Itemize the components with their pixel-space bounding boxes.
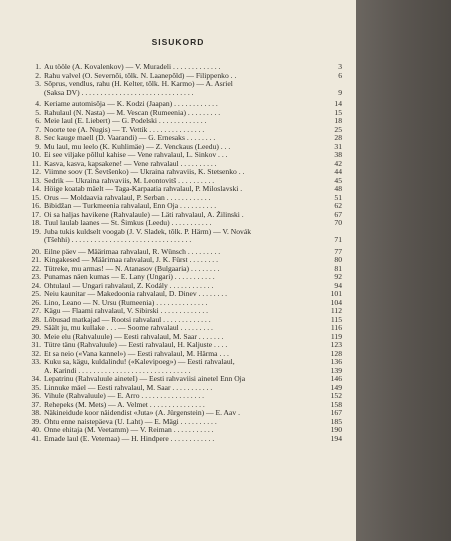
book-spine-shadow — [356, 0, 451, 541]
toc-entry-page: 94 — [334, 280, 342, 290]
toc-entry-title: Kuku sa, kägu, kuldalindu! («Kalevipoeg») — Eesti rahvalaul, — [44, 358, 235, 366]
toc-entry-number: 38. — [31, 408, 41, 417]
toc-entry — [30, 63, 342, 72]
toc-entry-page: 146 — [330, 374, 342, 383]
toc-entry-page: 31 — [334, 141, 342, 151]
toc-entry — [30, 265, 342, 274]
toc-entry-number: 15. — [31, 192, 41, 202]
toc-entry — [30, 256, 342, 265]
toc-entry-continuation — [30, 367, 342, 376]
toc-entry-page: 119 — [330, 331, 342, 341]
toc-entry-page: 25 — [334, 124, 342, 134]
toc-entry-number: 40. — [31, 425, 41, 434]
toc-entry-page: 51 — [334, 192, 342, 202]
toc-entry-number: 6. — [35, 116, 41, 125]
toc-entry-title: Viimne soov (T. Ševtšenko) — Ukraina rahvaviis, K. Stetsenko . . — [44, 168, 245, 176]
toc-entry-page: 15 — [334, 107, 342, 117]
toc-entry-page: 92 — [334, 272, 342, 281]
toc-entry-page: 128 — [330, 348, 342, 358]
toc-entry — [30, 109, 342, 118]
toc-continuation-text: (Saksa DV) . . . . . . . . . . . . . . . . . . . . . . . . . . . . . . — [44, 88, 194, 97]
toc-entry-page: 62 — [334, 201, 342, 210]
toc-entry — [30, 143, 342, 152]
toc-entry-title: Sedrik — Ukraina rahvaviis, M. Leontovitš . . . . . . . . . . — [44, 176, 215, 185]
toc-entry-page: 152 — [330, 391, 342, 400]
toc-entry — [30, 409, 342, 418]
toc-entry-continuation — [30, 89, 342, 98]
toc-entry-number: 28. — [31, 314, 41, 324]
toc-entry-number: 39. — [31, 416, 41, 426]
toc-entry-page: 9 — [338, 87, 342, 97]
toc-entry — [30, 324, 342, 333]
toc-entry-page: 185 — [330, 416, 342, 426]
toc-entry-title: Mu laul, mu leelo (K. Kuhlimäe) — Z. Venckaus (Leedu) . . . — [44, 142, 231, 151]
toc-entry-number: 10. — [31, 150, 41, 159]
toc-entry-number: 8. — [35, 133, 41, 142]
toc-entry-page: 48 — [334, 184, 342, 193]
toc-entry — [30, 185, 342, 194]
toc-entry — [30, 435, 342, 444]
toc-entry-page: 38 — [334, 150, 342, 159]
toc-entry — [30, 341, 342, 350]
toc-entry — [30, 418, 342, 427]
toc-entry-page: 3 — [338, 62, 342, 71]
toc-entry-title: Au tööle (A. Kovalenkov) — V. Muradeli . . . . . . . . . . . . . — [44, 63, 221, 71]
toc-entry-number: 37. — [31, 399, 41, 409]
toc-entry-page: 194 — [330, 433, 342, 443]
toc-entry — [30, 228, 342, 237]
toc-entry-title: Rahulaul (N. Nasta) — M. Vescan (Rumeenia) . . . . . . . . . — [44, 108, 221, 117]
toc-entry — [30, 117, 342, 126]
toc-entry-page: 136 — [330, 357, 342, 366]
toc-entry-title: Emade laul (E. Vetemaa) — H. Hindpere . . . . . . . . . . . . — [44, 434, 215, 443]
toc-entry-number: 36. — [31, 391, 41, 400]
toc-entry-title: Rehepeks (M. Mets) — A. Velmet . . . . . . . . . . . . . . . — [44, 400, 205, 409]
toc-entry — [30, 401, 342, 410]
toc-entry-number: 33. — [31, 357, 41, 366]
toc-entry-number: 35. — [31, 382, 41, 392]
toc-entry-number: 9. — [35, 141, 41, 151]
toc-entry-title: Lepatrinu (Rahvaluule aineteI) — Eesti rahvaviisi ainetel Enn Oja — [44, 375, 246, 383]
toc-entry — [30, 392, 342, 401]
toc-entry-title: Punamas näen kumas — E. Lany (Ungari) . . . . . . . . . . . — [44, 273, 215, 281]
toc-entry-number: 30. — [31, 331, 41, 341]
toc-entry — [30, 211, 342, 220]
toc-entry-page: 70 — [334, 218, 342, 227]
toc-entry-number: 32. — [31, 348, 41, 358]
toc-entry-title: Onne ehitaja (M. Veetamm) — V. Reiman . . . . . . . . . . . — [44, 426, 214, 434]
toc-entry-page: 77 — [334, 246, 342, 256]
toc-entry-title: Meie laul (E. Liebert) — G. Podelski . . . . . . . . . . . . . — [44, 117, 207, 125]
toc-entry-title: Rahu valvel (O. Severnõi, tõlk. N. Laanepõld) — Filippenko . . — [44, 71, 237, 80]
toc-entry-page: 18 — [334, 116, 342, 125]
toc-entry — [30, 316, 342, 325]
toc-entry — [30, 333, 342, 342]
toc-entry — [30, 375, 342, 384]
toc-entry — [30, 248, 342, 257]
toc-entry-page: 167 — [330, 408, 342, 417]
toc-entry-page: 6 — [338, 70, 342, 80]
toc-entry-number: 16. — [31, 201, 41, 210]
toc-entry — [30, 134, 342, 143]
toc-entry-page: 139 — [330, 365, 342, 375]
toc-entry-number: 27. — [31, 306, 41, 315]
table-of-contents — [30, 63, 342, 443]
toc-entry — [30, 358, 342, 367]
toc-entry-title: Bibidžan — Turkmeenia rahvalaul, Enn Oja . . . . . . . . . . — [44, 202, 217, 210]
toc-entry-title: Eilne päev — Määrimaa rahvalaul, R. Wünsch . . . . . . . . . — [44, 247, 221, 256]
toc-entry — [30, 273, 342, 282]
toc-entry-page: 115 — [330, 314, 342, 324]
toc-entry-page: 149 — [330, 382, 342, 392]
toc-entry-page: 158 — [330, 399, 342, 409]
toc-entry-page: 80 — [334, 255, 342, 264]
toc-entry — [30, 219, 342, 228]
toc-entry — [30, 168, 342, 177]
toc-entry-number: 12. — [31, 167, 41, 176]
toc-entry-number: 3. — [35, 79, 41, 88]
toc-entry-title: Tuul laulab laanes — St. Šimkus (Leedu) . . . . . . . . . . . — [44, 219, 212, 227]
page-title: SISUKORD — [151, 37, 205, 47]
toc-entry — [30, 160, 342, 169]
toc-entry-number: 25. — [31, 289, 41, 298]
toc-entry-title: Neiu kaunitar — Makedoonia rahvalaul, D. Dinev . . . . . . . . — [44, 290, 228, 298]
toc-entry-title: Keriame automisõja — K. Kodzi (Jaapan) . . . . . . . . . . . . — [44, 100, 218, 108]
toc-entry-title: Sec kauge maell (D. Vaarandi) — G. Ernesaks . . . . . . . . — [44, 134, 216, 142]
toc-entry-title: Linnuke mäel — Eesti rahvalaul, M. Saar . . . . . . . . . . . — [44, 383, 213, 392]
toc-entry-title: Vihule (Rahvaluule) — E. Arro . . . . . . . . . . . . . . . . . — [44, 392, 205, 400]
toc-entry — [30, 290, 342, 299]
toc-entry-title: Säält ju, mu kullake . . . — Soome rahvalaul . . . . . . . . . — [44, 324, 213, 332]
toc-entry-number: 23. — [31, 272, 41, 281]
toc-entry — [30, 426, 342, 435]
toc-entry-number: 11. — [31, 158, 41, 168]
toc-entry — [30, 151, 342, 160]
toc-entry — [30, 384, 342, 393]
toc-entry — [30, 126, 342, 135]
toc-entry-page: 116 — [330, 323, 342, 332]
toc-entry-continuation — [30, 236, 342, 245]
toc-entry-number: 5. — [35, 107, 41, 117]
toc-entry-page: 44 — [334, 167, 342, 176]
toc-entry-page: 28 — [334, 133, 342, 142]
toc-entry — [30, 350, 342, 359]
toc-entry-number: 41. — [31, 433, 41, 443]
toc-entry-title: Noorte tee (A. Nugis) — T. Vettik . . . . . . . . . . . . . . . — [44, 125, 205, 134]
toc-entry-title: Sõprus, vendlus, rahu (H. Kelter, tõlk. H. Karmo) — A. Asriel — [44, 80, 233, 88]
toc-entry-number: 4. — [35, 99, 41, 108]
toc-entry-title: Juba tukis kuldselt voogab (J. V. Sladek, tõlk. P. Härm) — V. Novák — [44, 227, 251, 236]
toc-entry-page: 112 — [330, 306, 342, 315]
toc-entry-number: 17. — [31, 209, 41, 219]
toc-entry-number: 13. — [31, 175, 41, 185]
toc-entry-number: 1. — [35, 62, 41, 71]
toc-entry-title: Lõbusad matkajad — Rootsi rahvalaul . . . . . . . . . . . . . — [44, 315, 211, 324]
toc-entry — [30, 307, 342, 316]
toc-entry-title: Tütreke, mu armas! — N. Atanasov (Bulgaaria) . . . . . . . . — [44, 264, 220, 273]
toc-entry-page: 81 — [334, 263, 342, 273]
toc-entry-page: 71 — [334, 235, 342, 244]
toc-entry-number: 24. — [31, 280, 41, 290]
toc-entry-page: 14 — [334, 99, 342, 108]
toc-entry-page: 190 — [330, 425, 342, 434]
toc-entry-page: 104 — [330, 297, 342, 307]
toc-entry-page: 42 — [334, 158, 342, 168]
toc-entry — [30, 299, 342, 308]
toc-entry — [30, 100, 342, 109]
toc-entry — [30, 177, 342, 186]
toc-entry — [30, 282, 342, 291]
toc-entry-title: Ei see viljake põllul kahise — Vene rahvalaul, L. Sinkov . . . — [44, 151, 228, 159]
toc-entry-page: 45 — [334, 175, 342, 185]
toc-entry-title: Et sa neio («Vana kannel») — Eesti rahvalaul, M. Härma . . . — [44, 349, 229, 358]
toc-entry-number: 26. — [31, 297, 41, 307]
toc-entry-title: Orus — Moldaavia rahvalaul, P. Serban . . . . . . . . . . . . — [44, 193, 211, 202]
toc-entry-title: Höige koatab mäelt — Taga-Karpaatia rahvalaul, P. Miloslavski . — [44, 185, 243, 193]
toc-entry-title: Näkineidude koor näidendist «Juta» (A. Jürgenstein) — E. Aav . — [44, 409, 240, 417]
toc-entry-number: 19. — [31, 226, 41, 236]
toc-entry-title: Meie elu (Rahvaluule) — Eesti rahvalaul, M. Saar . . . . . . . — [44, 332, 224, 341]
toc-entry-number: 31. — [31, 340, 41, 349]
toc-entry-page: 101 — [330, 289, 342, 298]
toc-entry-number: 34. — [31, 374, 41, 383]
toc-entry-number: 7. — [35, 124, 41, 134]
toc-entry-number: 20. — [31, 246, 41, 256]
toc-entry-title: Oi sa haljas havikene (Rahvalaule) — Läti rahvalaul, A. Žilinski . — [44, 210, 244, 219]
toc-entry — [30, 202, 342, 211]
toc-entry-number: 22. — [31, 263, 41, 273]
toc-entry-title: Ohtulaul — Ungari rahvalaul, Z. Kodály . . . . . . . . . . . . — [44, 281, 214, 290]
toc-entry-page: 67 — [334, 209, 342, 219]
toc-entry-number: 29. — [31, 323, 41, 332]
toc-entry-title: Lino, Leano — N. Ursu (Rumeenia) . . . . . . . . . . . . . . — [44, 298, 208, 307]
toc-continuation-text: A. Karindi . . . . . . . . . . . . . . . . . . . . . . . . . . . . . . — [44, 366, 191, 375]
toc-entry-number: 14. — [31, 184, 41, 193]
toc-entry — [30, 80, 342, 89]
toc-entry-title: Tütre tänu (Rahvaluule) — Eesti rahvalaul, H. Kaljuste . . . . — [44, 341, 228, 349]
toc-entry-title: Kasva, kasva, kapsakene! — Vene rahvalaul . . . . . . . . . . — [44, 159, 217, 168]
toc-entry-number: 18. — [31, 218, 41, 227]
toc-entry-title: Õhtu enne naistepäeva (U. Laht) — E. Mägi . . . . . . . . . . — [44, 417, 217, 426]
toc-entry-title: Kägu — Flaami rahvalaul, V. Sibirski . . . . . . . . . . . . . — [44, 307, 209, 315]
toc-entry-title: Kingakesed — Määrimaa rahvalaul, J. K. Fürst . . . . . . . . — [44, 256, 218, 264]
toc-entry — [30, 194, 342, 203]
toc-entry-page: 123 — [330, 340, 342, 349]
toc-continuation-text: (Tšehhi) . . . . . . . . . . . . . . . . . . . . . . . . . . . . . . . . — [44, 236, 192, 244]
toc-entry — [30, 72, 342, 81]
toc-entry-number: 2. — [35, 70, 41, 80]
toc-entry-number: 21. — [31, 255, 41, 264]
